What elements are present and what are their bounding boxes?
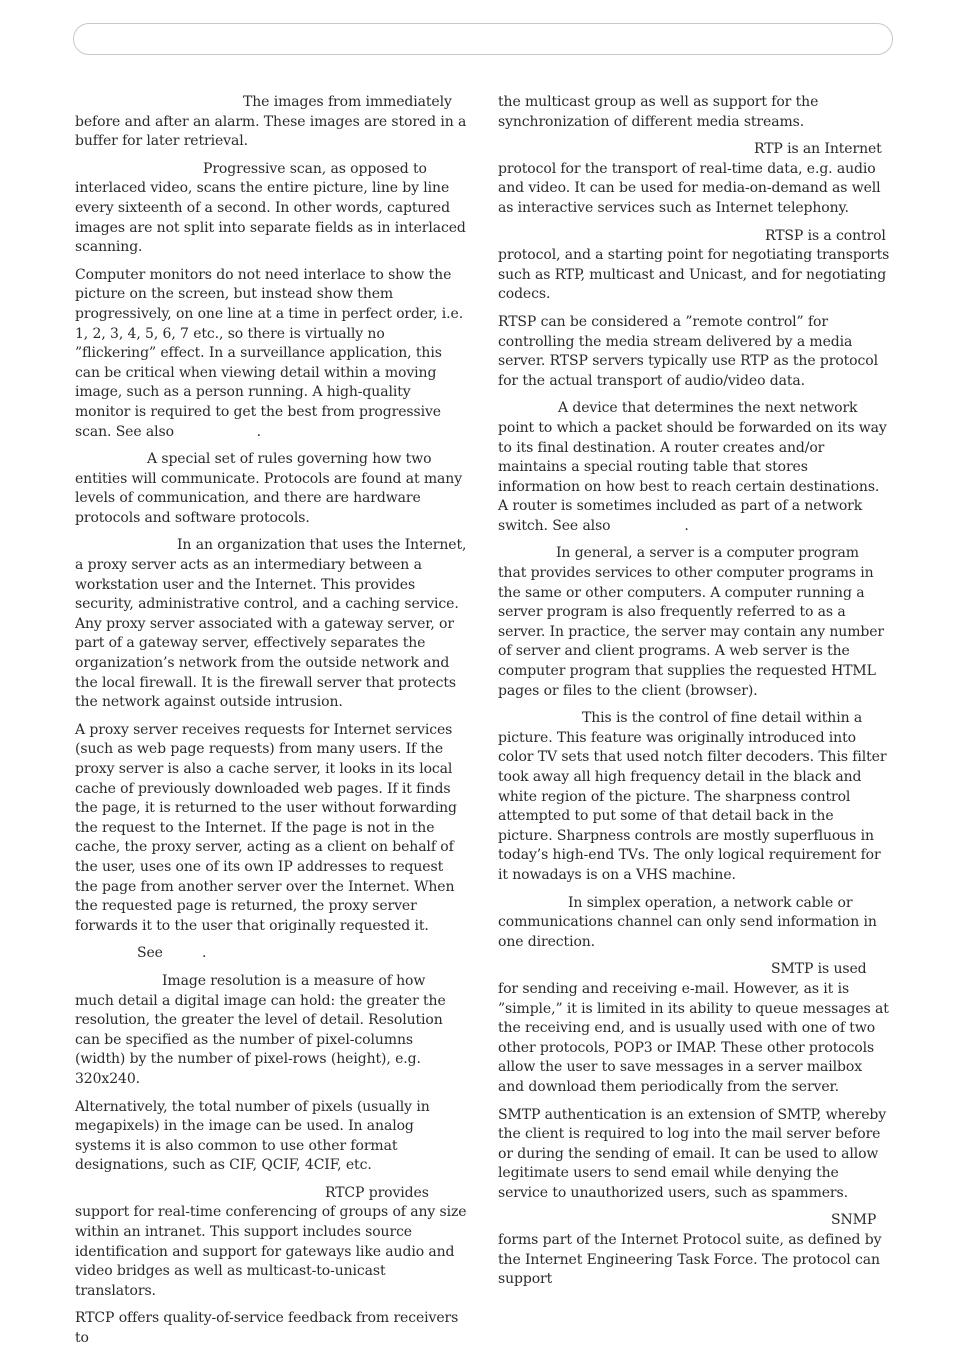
right-paragraph: In simplex operation, a network cable or communications channel can only send information in one direction. bbox=[498, 894, 877, 950]
left-paragraph: RTCP provides support for real-time conferencing of groups of any size within an intranet. This support includes source identification and support for gateways like audio and video bridges as well as multicast-to-unicast translators. bbox=[75, 1184, 467, 1299]
right-paragraph: RTSP can be considered a ”remote control” for controlling the media stream delivered by a media server. RTSP servers typically use RTP as the protocol for the actual transport of audio/video data. bbox=[498, 313, 878, 389]
right-paragraph: RTP is an Internet protocol for the transport of real-time data, e.g. audio and video. It can be used for media-on-demand as well as interactive services such as Internet telephony. bbox=[498, 141, 882, 216]
right-paragraph: RTSP is a control protocol, and a starting point for negotiating transports such as RTP, multicast and Unicast, and for negotiating codecs. bbox=[498, 227, 890, 303]
left-paragraph: Computer monitors do not need interlace to show the picture on the screen, but instead show them progressively, on one line at a time in perfect order, i.e. 1, 2, 3, 4, 5, 6, 7 etc., so there is virtually no ”flickering” effect. In a surveillance application, this can be critical when viewing detail within a moving image, such as a person running. A high-quality monitor is required to get the best from progressive scan. See also . bbox=[75, 266, 464, 440]
right-paragraph: SMTP authentication is an extension of SMTP, whereby the client is required to log into the mail server before or during the sending of email. It can be used to allow legitimate users to send email while denying the service to unauthorized users, such as spammers. bbox=[498, 1106, 887, 1201]
right-column bbox=[498, 93, 890, 1298]
left-paragraph: See . bbox=[137, 945, 207, 962]
right-paragraph: This is the control of fine detail within a picture. This feature was originally introduced into color TV sets that used notch filter decoders. This filter took away all high frequency detail in the black and white region of the picture. The sharpness control attempted to put some of that detail back in the picture. Sharpness controls are mostly superfluous in today’s high-end TVs. The only logical requirement for it nowadays is on a VHS machine. bbox=[498, 710, 887, 883]
left-paragraph: Progressive scan, as opposed to interlaced video, scans the entire picture, line by line every sixteenth of a second. In other words, captured images are not split into separate fields as in interlaced scanning. bbox=[75, 160, 466, 256]
left-paragraph: RTCP offers quality-of-service feedback from receivers to bbox=[75, 1310, 459, 1347]
left-column bbox=[75, 93, 467, 1357]
left-paragraph: The images from immediately before and after an alarm. These images are stored in a buffer for later retrieval. bbox=[75, 94, 467, 150]
right-paragraph: SMTP is used for sending and receiving e-mail. However, as it is ”simple,” it is limited in its ability to queue messages at the receiving end, and is usually used with one of two other protocols, POP3 or IMAP. These other protocols allow the user to save messages in a server mailbox and download them periodically from the server. bbox=[498, 961, 889, 1095]
right-paragraph: the multicast group as well as support for the synchronization of different media streams. bbox=[498, 94, 819, 130]
left-paragraph: A proxy server receives requests for Internet services (such as web page requests) from many users. If the proxy server is also a cache server, it looks in its local cache of previously downloaded web pages. If it finds the page, it is returned to the user without forwarding the request to the Internet. If the page is not in the cache, the proxy server, acting as a client on behalf of the user, uses one of its own IP addresses to request the page from another server over the Internet. When the requested page is returned, the proxy server forwards it to the user that originally requested it. bbox=[75, 721, 457, 934]
header-bar bbox=[73, 23, 893, 55]
right-paragraph: SNMP forms part of the Internet Protocol suite, as defined by the Internet Engineering Task Force. The protocol can support bbox=[498, 1212, 882, 1288]
right-paragraph: In general, a server is a computer program that provides services to other computer programs in the same or other computers. A computer running a server program is also frequently referred to as a server. In practice, the server may contain any number of server and client programs. A web server is the computer program that supplies the requested HTML pages or files to the client (browser). bbox=[498, 545, 885, 699]
right-paragraph: A device that determines the next network point to which a packet should be forwarded on its way to its final destination. A router creates and/or maintains a special routing table that stores information on how best to reach certain destinations. A router is sometimes included as part of a network switch. See also . bbox=[498, 400, 887, 534]
left-paragraph: Alternatively, the total number of pixels (usually in megapixels) in the image can be used. In analog systems it is also common to use other format designations, such as CIF, QCIF, 4CIF, etc. bbox=[75, 1098, 430, 1174]
left-paragraph: A special set of rules governing how two entities will communicate. Protocols are found at many levels of communication, and there are hardware protocols and software protocols. bbox=[75, 451, 463, 526]
left-paragraph: In an organization that uses the Internet, a proxy server acts as an intermediary between a workstation user and the Internet. This provides security, administrative control, and a caching service. Any proxy server associated with a gateway server, or part of a gateway server, effectively separates the organization’s network from the outside network and the local firewall. It is the firewall server that protects the network against outside intrusion. bbox=[75, 537, 467, 711]
left-paragraph: Image resolution is a measure of how much detail a digital image can hold: the greater the resolution, the greater the level of detail. Resolution can be specified as the number of pixel-columns (width) by the number of pixel-rows (height), e.g. 320x240. bbox=[75, 972, 446, 1087]
